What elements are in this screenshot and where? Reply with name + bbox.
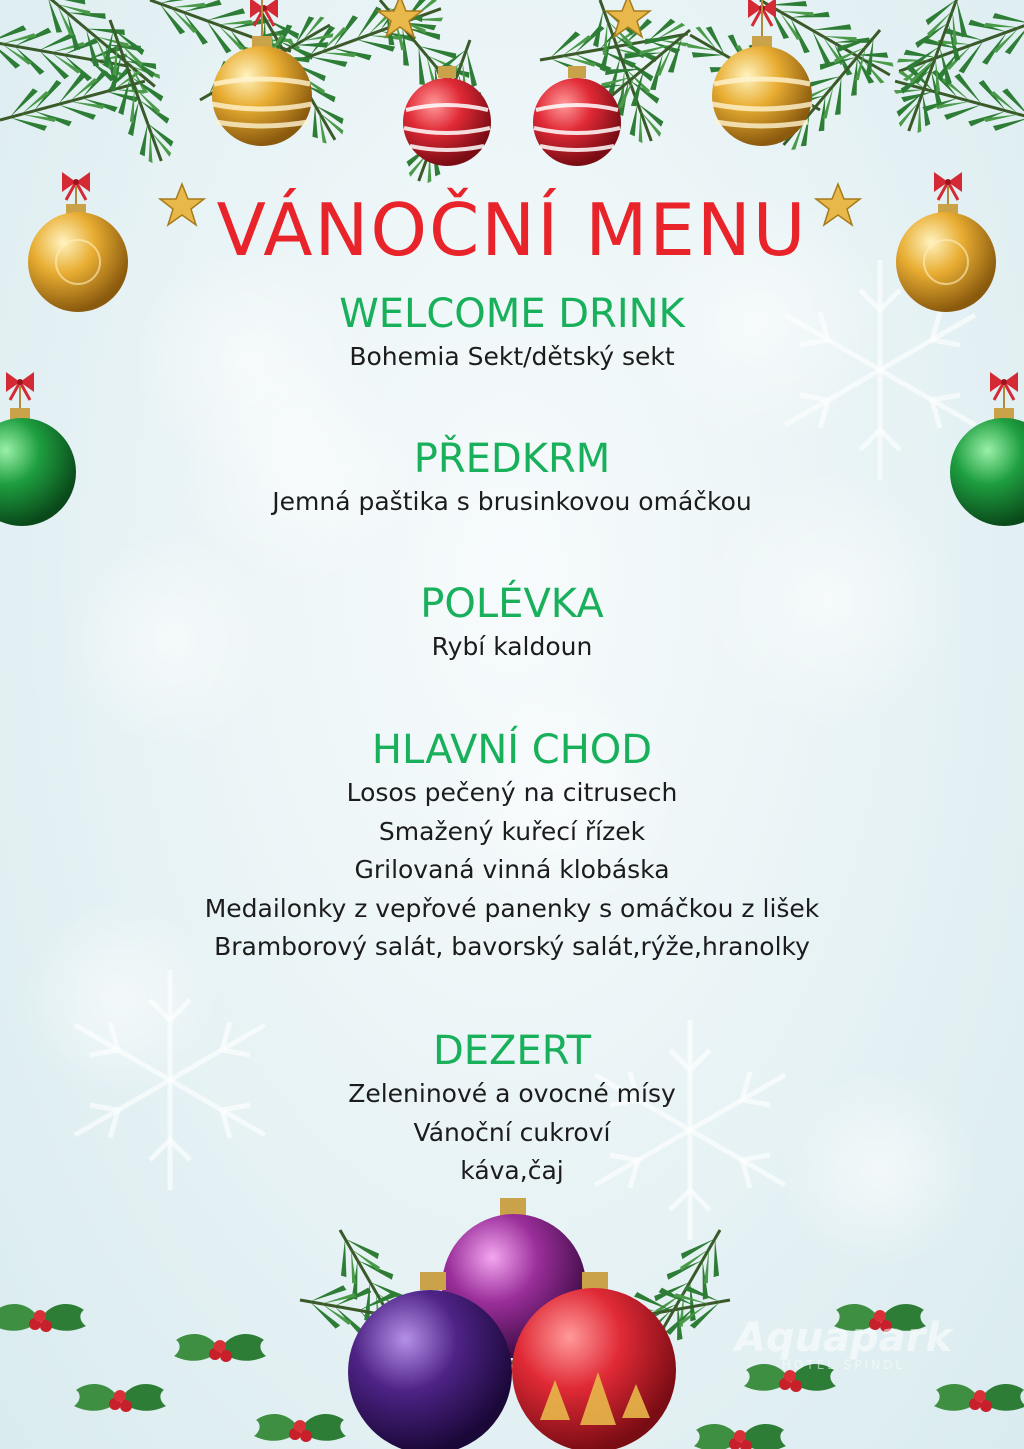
section-heading: HLAVNÍ CHOD [371, 727, 653, 773]
menu-item: Smažený kuřecí řízek [378, 816, 646, 846]
brand-watermark [734, 1315, 952, 1372]
section-welcome-drink [0, 290, 1024, 377]
menu-item: Bramborový salát, bavorský salát,rýže,hranolky [214, 932, 810, 961]
menu-title: VÁNOČNÍ MENU [216, 188, 808, 272]
menu-item: Grilovaná vinná klobáska [354, 855, 670, 884]
menu-item: Zeleninové a ovocné mísy [348, 1079, 676, 1108]
menu-item: káva,čaj [460, 1156, 564, 1185]
watermark-brand: Aquapark [734, 1315, 952, 1361]
section-starter [0, 435, 1024, 522]
section-heading: DEZERT [432, 1028, 592, 1074]
section-dessert [0, 1027, 1024, 1191]
section-heading: POLÉVKA [420, 581, 604, 627]
section-main-course [0, 726, 1024, 967]
section-heading: PŘEDKRM [413, 436, 611, 482]
watermark-sub: HOTEL ŠPINDL [781, 1358, 906, 1372]
menu-item: Jemná paštika s brusinkovou omáčkou [272, 487, 752, 516]
menu-item: Bohemia Sekt/dětský sekt [349, 342, 675, 371]
menu-item: Losos pečený na citrusech [346, 778, 678, 807]
menu-item: Vánoční cukroví [413, 1117, 611, 1147]
menu-item: Rybí kaldoun [431, 632, 593, 661]
section-soup [0, 580, 1024, 667]
section-heading: WELCOME DRINK [339, 291, 685, 337]
menu-item: Medailonky z vepřové panenky s omáčkou z lišek [204, 893, 820, 923]
